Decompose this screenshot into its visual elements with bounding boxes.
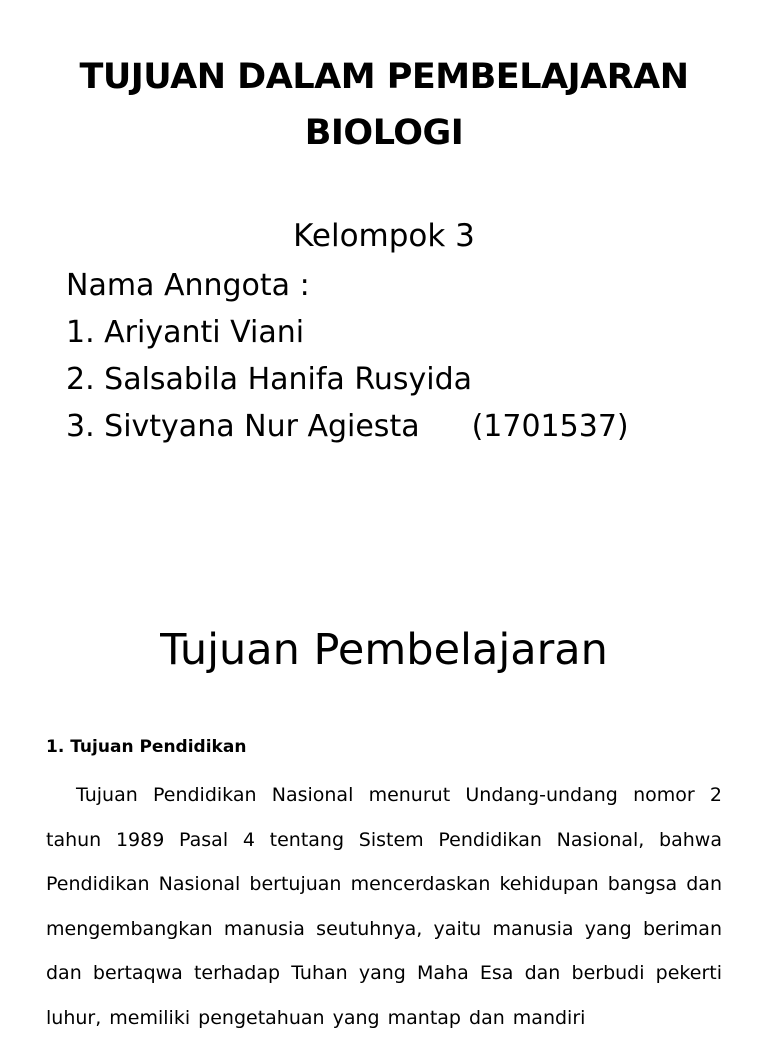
members-list	[66, 262, 746, 450]
body-paragraph: Tujuan Pendidikan Nasional menurut Undang-undang nomor 2 tahun 1989 Pasal 4 tentang Sistem Pendidikan Nasional, bahwa Pendidikan Nasional bertujuan mencerdaskan kehidupan bangsa dan mengembangkan manusia seutuhnya, yaitu manusia yang beriman dan bertaqwa terhadap Tuhan yang Maha Esa dan berbudi pekerti luhur, memiliki pengetahuan yang mantap dan mandiri	[46, 784, 722, 1029]
member-name: 1. Ariyanti Viani	[66, 315, 305, 350]
slide-title-line-1: TUJUAN DALAM PEMBELAJARAN	[79, 57, 689, 97]
slide-title-line-2: BIOLOGI	[304, 113, 464, 153]
sub-heading: 1. Tujuan Pendidikan	[46, 737, 247, 757]
member-nim: (1701537)	[471, 409, 629, 444]
members-label: Nama Anngota :	[66, 268, 310, 303]
section-title: Tujuan Pembelajaran	[160, 625, 608, 675]
member-item	[66, 309, 746, 356]
member-name: 3. Sivtyana Nur Agiesta	[66, 409, 420, 444]
member-item	[66, 356, 746, 403]
group-name: Kelompok 3	[293, 218, 475, 254]
member-item	[66, 403, 746, 450]
member-name: 2. Salsabila Hanifa Rusyida	[66, 362, 472, 397]
